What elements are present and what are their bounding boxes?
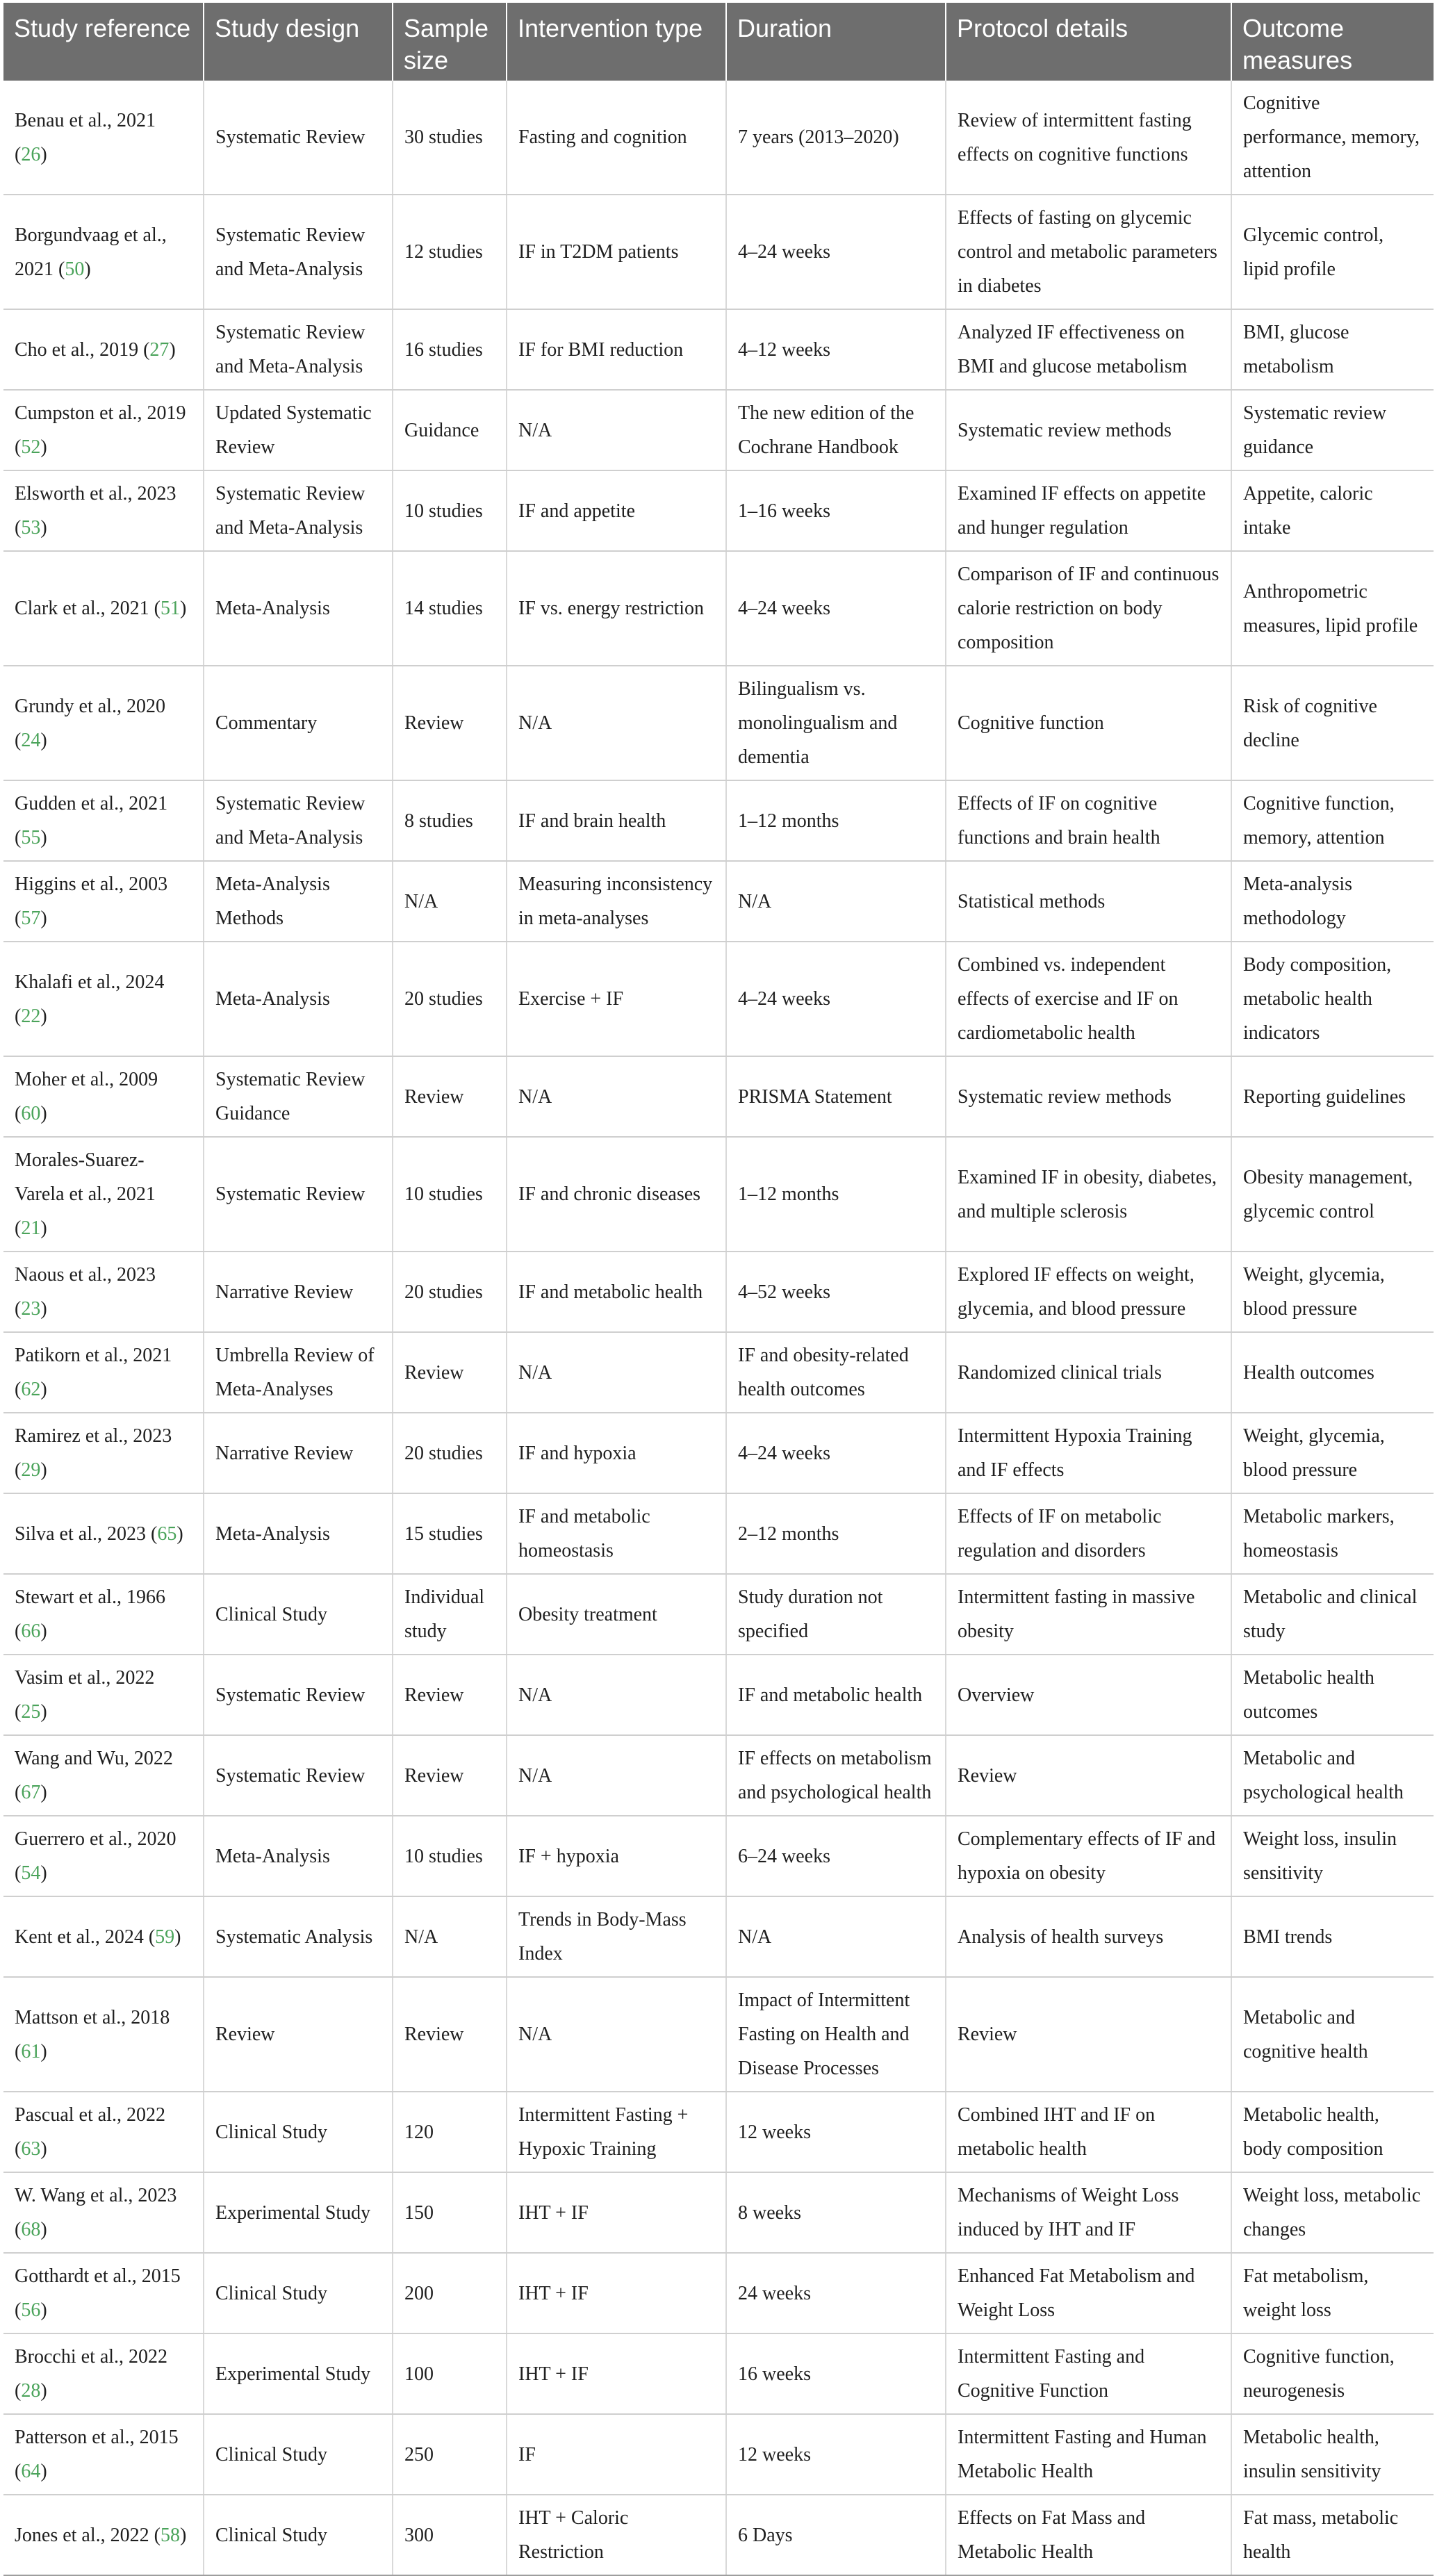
reference-link[interactable]: 56 [21, 2299, 41, 2321]
cell-intervention-type: IF [507, 2414, 726, 2495]
cell-protocol-details: Mechanisms of Weight Loss induced by IHT and IF [946, 2172, 1231, 2253]
reference-link[interactable]: 21 [21, 1217, 41, 1239]
cell-outcome-measures: Weight, glycemia, blood pressure [1231, 1252, 1434, 1332]
cell-sample-size: Review [393, 1735, 507, 1816]
study-name: Jones et al., 2022 [15, 2524, 149, 2546]
table-row [3, 2253, 1434, 2333]
cell-sample-size: 100 [393, 2333, 507, 2414]
cell-protocol-details: Combined vs. independent effects of exercise and IF on cardiometabolic health [946, 942, 1231, 1056]
table-row [3, 942, 1434, 1056]
cell-protocol-details: Effects of IF on cognitive functions and brain health [946, 780, 1231, 861]
table-row [3, 1137, 1434, 1252]
study-name: Brocchi et al., 2022 [15, 2346, 168, 2368]
cell-protocol-details: Intermittent Fasting and Human Metabolic Health [946, 2414, 1231, 2495]
cell-study-reference: Cho et al., 2019 (27) [3, 309, 204, 390]
reference-link[interactable]: 63 [21, 2138, 41, 2160]
cell-study-reference: Wang and Wu, 2022 (67) [3, 1735, 204, 1816]
cell-study-design: Meta-Analysis [204, 551, 393, 666]
study-name: Patterson et al., 2015 [15, 2427, 179, 2448]
study-name: W. Wang et al., 2023 [15, 2185, 177, 2206]
cell-sample-size: Review [393, 1655, 507, 1735]
study-name: Gotthardt et al., 2015 [15, 2265, 181, 2287]
cell-sample-size: Review [393, 1977, 507, 2092]
cell-sample-size: 20 studies [393, 1413, 507, 1493]
study-name: Naous et al., 2023 [15, 1264, 156, 1286]
cell-sample-size: 10 studies [393, 1137, 507, 1252]
cell-outcome-measures: Appetite, caloric intake [1231, 470, 1434, 551]
cell-study-design: Updated Systematic Review [204, 390, 393, 470]
cell-study-design: Clinical Study [204, 2495, 393, 2575]
cell-outcome-measures: BMI trends [1231, 1896, 1434, 1977]
cell-intervention-type: IF and metabolic homeostasis [507, 1493, 726, 1574]
cell-duration: 24 weeks [726, 2253, 946, 2333]
cell-duration: 6–24 weeks [726, 1816, 946, 1896]
cell-outcome-measures: Health outcomes [1231, 1332, 1434, 1413]
table-row [3, 81, 1434, 195]
cell-outcome-measures: Anthropometric measures, lipid profile [1231, 551, 1434, 666]
cell-intervention-type: IF vs. energy restriction [507, 551, 726, 666]
cell-study-design: Meta-Analysis [204, 942, 393, 1056]
cell-study-design: Clinical Study [204, 2092, 393, 2172]
reference-link[interactable]: 53 [21, 517, 41, 539]
cell-study-reference: Borgundvaag et al., 2021 (50) [3, 195, 204, 309]
cell-sample-size: Review [393, 666, 507, 780]
cell-duration: 7 years (2013–2020) [726, 81, 946, 195]
reference-link[interactable]: 50 [65, 258, 85, 280]
cell-study-design: Umbrella Review of Meta-Analyses [204, 1332, 393, 1413]
table-row [3, 390, 1434, 470]
reference-link[interactable]: 25 [21, 1701, 41, 1723]
cell-sample-size: 12 studies [393, 195, 507, 309]
cell-sample-size: Review [393, 1056, 507, 1137]
study-name: Clark et al., 2021 [15, 598, 149, 619]
cell-protocol-details: Analysis of health surveys [946, 1896, 1231, 1977]
reference-link[interactable]: 58 [160, 2524, 180, 2546]
table-row [3, 1896, 1434, 1977]
cell-study-design: Commentary [204, 666, 393, 780]
table-row [3, 470, 1434, 551]
table-row [3, 1977, 1434, 2092]
study-name: Kent et al., 2024 [15, 1926, 144, 1948]
study-name: Stewart et al., 1966 [15, 1586, 165, 1608]
study-name: Guerrero et al., 2020 [15, 1828, 176, 1850]
cell-study-design: Systematic Review and Meta-Analysis [204, 780, 393, 861]
table-row [3, 1056, 1434, 1137]
cell-duration: IF and metabolic health [726, 1655, 946, 1735]
cell-study-reference: Brocchi et al., 2022 (28) [3, 2333, 204, 2414]
table-row [3, 861, 1434, 942]
table-header [3, 3, 1434, 81]
cell-protocol-details: Statistical methods [946, 861, 1231, 942]
cell-intervention-type: IHT + IF [507, 2172, 726, 2253]
study-name: Benau et al., 2021 [15, 109, 156, 131]
cell-study-reference: Patikorn et al., 2021 (62) [3, 1332, 204, 1413]
cell-study-design: Systematic Review and Meta-Analysis [204, 470, 393, 551]
cell-outcome-measures: Metabolic markers, homeostasis [1231, 1493, 1434, 1574]
cell-study-design: Review [204, 1977, 393, 2092]
reference-link[interactable]: 57 [21, 908, 41, 929]
cell-protocol-details: Intermittent Fasting and Cognitive Function [946, 2333, 1231, 2414]
cell-intervention-type: IF in T2DM patients [507, 195, 726, 309]
cell-study-design: Systematic Review [204, 1655, 393, 1735]
cell-study-reference: Clark et al., 2021 (51) [3, 551, 204, 666]
reference-link[interactable]: 24 [21, 729, 41, 751]
cell-intervention-type: IF and brain health [507, 780, 726, 861]
study-name: Grundy et al., 2020 [15, 695, 165, 717]
cell-intervention-type: IF and appetite [507, 470, 726, 551]
cell-study-reference: Morales-Suarez-Varela et al., 2021 (21) [3, 1137, 204, 1252]
cell-sample-size: N/A [393, 861, 507, 942]
cell-study-reference: Grundy et al., 2020 (24) [3, 666, 204, 780]
cell-sample-size: Guidance [393, 390, 507, 470]
cell-study-design: Meta-Analysis [204, 1493, 393, 1574]
cell-duration: 1–12 months [726, 780, 946, 861]
cell-protocol-details: Systematic review methods [946, 1056, 1231, 1137]
cell-protocol-details: Review [946, 1735, 1231, 1816]
cell-duration: 4–24 weeks [726, 195, 946, 309]
cell-study-design: Systematic Review and Meta-Analysis [204, 195, 393, 309]
cell-study-reference: Benau et al., 2021 (26) [3, 81, 204, 195]
cell-study-design: Clinical Study [204, 1574, 393, 1655]
cell-duration: 16 weeks [726, 2333, 946, 2414]
cell-study-design: Meta-Analysis Methods [204, 861, 393, 942]
cell-study-design: Clinical Study [204, 2414, 393, 2495]
header-protocol-details: Protocol details [946, 3, 1231, 81]
cell-intervention-type: Intermittent Fasting + Hypoxic Training [507, 2092, 726, 2172]
cell-outcome-measures: Cognitive function, neurogenesis [1231, 2333, 1434, 2414]
reference-link[interactable]: 67 [21, 1782, 41, 1803]
table-row [3, 666, 1434, 780]
study-name: Mattson et al., 2018 [15, 2006, 170, 2028]
table-row [3, 1252, 1434, 1332]
cell-sample-size: 10 studies [393, 1816, 507, 1896]
reference-link[interactable]: 64 [21, 2461, 41, 2482]
cell-outcome-measures: BMI, glucose metabolism [1231, 309, 1434, 390]
cell-intervention-type: N/A [507, 1655, 726, 1735]
study-name: Silva et al., 2023 [15, 1523, 146, 1545]
cell-duration: 4–52 weeks [726, 1252, 946, 1332]
table-row [3, 1493, 1434, 1574]
cell-duration: Bilingualism vs. monolingualism and dementia [726, 666, 946, 780]
cell-study-reference: W. Wang et al., 2023 (68) [3, 2172, 204, 2253]
cell-intervention-type: IHT + IF [507, 2333, 726, 2414]
cell-protocol-details: Randomized clinical trials [946, 1332, 1231, 1413]
reference-link[interactable]: 61 [21, 2040, 41, 2062]
study-name: Cho et al., 2019 [15, 338, 139, 361]
cell-study-reference: Mattson et al., 2018 (61) [3, 1977, 204, 2092]
cell-study-reference: Kent et al., 2024 (59) [3, 1896, 204, 1977]
reference-link[interactable]: 23 [21, 1298, 41, 1320]
cell-outcome-measures: Risk of cognitive decline [1231, 666, 1434, 780]
study-name: Moher et al., 2009 [15, 1069, 158, 1090]
cell-study-design: Systematic Review [204, 1137, 393, 1252]
cell-sample-size: 250 [393, 2414, 507, 2495]
cell-intervention-type: IHT + IF [507, 2253, 726, 2333]
cell-study-reference: Higgins et al., 2003 (57) [3, 861, 204, 942]
table-row [3, 1574, 1434, 1655]
cell-study-reference: Elsworth et al., 2023 (53) [3, 470, 204, 551]
cell-sample-size: N/A [393, 1896, 507, 1977]
studies-table [3, 3, 1434, 2576]
cell-study-reference: Patterson et al., 2015 (64) [3, 2414, 204, 2495]
study-name: Gudden et al., 2021 [15, 793, 168, 814]
cell-intervention-type: IF and chronic diseases [507, 1137, 726, 1252]
cell-outcome-measures: Metabolic and clinical study [1231, 1574, 1434, 1655]
cell-study-reference: Cumpston et al., 2019 (52) [3, 390, 204, 470]
reference-link[interactable]: 22 [21, 1005, 41, 1027]
header-intervention-type: Intervention type [507, 3, 726, 81]
cell-intervention-type: IF and hypoxia [507, 1413, 726, 1493]
cell-protocol-details: Analyzed IF effectiveness on BMI and glucose metabolism [946, 309, 1231, 390]
reference-link[interactable]: 68 [21, 2219, 41, 2240]
header-study-reference: Study reference [3, 3, 204, 81]
cell-duration: The new edition of the Cochrane Handbook [726, 390, 946, 470]
cell-sample-size: 20 studies [393, 1252, 507, 1332]
cell-protocol-details: Intermittent Hypoxia Training and IF effects [946, 1413, 1231, 1493]
cell-study-reference: Silva et al., 2023 (65) [3, 1493, 204, 1574]
cell-protocol-details: Cognitive function [946, 666, 1231, 780]
cell-duration: 4–24 weeks [726, 942, 946, 1056]
cell-sample-size: 150 [393, 2172, 507, 2253]
cell-intervention-type: IF + hypoxia [507, 1816, 726, 1896]
study-name: Wang and Wu, 2022 [15, 1748, 173, 1769]
cell-intervention-type: Obesity treatment [507, 1574, 726, 1655]
cell-protocol-details: Review of intermittent fasting effects on cognitive functions [946, 81, 1231, 195]
cell-intervention-type: IF and metabolic health [507, 1252, 726, 1332]
reference-link[interactable]: 60 [21, 1103, 41, 1124]
cell-sample-size: 30 studies [393, 81, 507, 195]
cell-duration: PRISMA Statement [726, 1056, 946, 1137]
cell-study-reference: Naous et al., 2023 (23) [3, 1252, 204, 1332]
cell-intervention-type: Trends in Body-Mass Index [507, 1896, 726, 1977]
cell-study-reference: Ramirez et al., 2023 (29) [3, 1413, 204, 1493]
cell-outcome-measures: Obesity management, glycemic control [1231, 1137, 1434, 1252]
study-name: Higgins et al., 2003 [15, 873, 168, 895]
header-sample-size: Sample size [393, 3, 507, 81]
cell-duration: 12 weeks [726, 2414, 946, 2495]
cell-study-design: Experimental Study [204, 2333, 393, 2414]
cell-outcome-measures: Glycemic control, lipid profile [1231, 195, 1434, 309]
cell-protocol-details: Enhanced Fat Metabolism and Weight Loss [946, 2253, 1231, 2333]
cell-outcome-measures: Systematic review guidance [1231, 390, 1434, 470]
reference-link[interactable]: 65 [157, 1523, 177, 1545]
cell-sample-size: 16 studies [393, 309, 507, 390]
table-row [3, 1816, 1434, 1896]
reference-link[interactable]: 29 [21, 1459, 41, 1481]
cell-duration: Impact of Intermittent Fasting on Health and Disease Processes [726, 1977, 946, 2092]
cell-intervention-type: Exercise + IF [507, 942, 726, 1056]
study-name: Vasim et al., 2022 [15, 1667, 155, 1689]
study-name: Cumpston et al., 2019 [15, 402, 186, 424]
cell-duration: 1–12 months [726, 1137, 946, 1252]
cell-duration: 4–24 weeks [726, 1413, 946, 1493]
cell-duration: N/A [726, 1896, 946, 1977]
study-name: Borgundvaag et al., 2021 [15, 224, 167, 280]
cell-outcome-measures: Metabolic health outcomes [1231, 1655, 1434, 1735]
cell-intervention-type: N/A [507, 666, 726, 780]
study-name: Patikorn et al., 2021 [15, 1345, 172, 1366]
cell-intervention-type: N/A [507, 1977, 726, 2092]
study-name: Morales-Suarez-Varela et al., 2021 [15, 1149, 156, 1205]
reference-link[interactable]: 52 [21, 436, 41, 458]
cell-outcome-measures: Fat metabolism, weight loss [1231, 2253, 1434, 2333]
table-row [3, 2333, 1434, 2414]
cell-intervention-type: IHT + Caloric Restriction [507, 2495, 726, 2575]
cell-duration: 4–24 weeks [726, 551, 946, 666]
cell-protocol-details: Complementary effects of IF and hypoxia on obesity [946, 1816, 1231, 1896]
cell-study-design: Narrative Review [204, 1252, 393, 1332]
cell-outcome-measures: Metabolic and cognitive health [1231, 1977, 1434, 2092]
cell-intervention-type: N/A [507, 1735, 726, 1816]
cell-study-reference: Guerrero et al., 2020 (54) [3, 1816, 204, 1896]
table-row [3, 2495, 1434, 2575]
cell-outcome-measures: Fat mass, metabolic health [1231, 2495, 1434, 2575]
cell-outcome-measures: Metabolic health, insulin sensitivity [1231, 2414, 1434, 2495]
reference-link[interactable]: 66 [21, 1621, 41, 1642]
cell-study-design: Systematic Review [204, 81, 393, 195]
reference-link[interactable]: 62 [21, 1379, 41, 1400]
table-row [3, 1735, 1434, 1816]
cell-outcome-measures: Metabolic and psychological health [1231, 1735, 1434, 1816]
cell-study-reference: Moher et al., 2009 (60) [3, 1056, 204, 1137]
table-row [3, 551, 1434, 666]
cell-outcome-measures: Reporting guidelines [1231, 1056, 1434, 1137]
table-row [3, 1655, 1434, 1735]
reference-link[interactable]: 54 [21, 1862, 41, 1884]
cell-duration: IF and obesity-related health outcomes [726, 1332, 946, 1413]
cell-study-reference: Vasim et al., 2022 (25) [3, 1655, 204, 1735]
cell-study-reference: Pascual et al., 2022 (63) [3, 2092, 204, 2172]
cell-sample-size: 8 studies [393, 780, 507, 861]
study-name: Khalafi et al., 2024 [15, 971, 165, 993]
table-row [3, 1332, 1434, 1413]
cell-study-design: Systematic Review [204, 1735, 393, 1816]
cell-study-reference: Jones et al., 2022 (58) [3, 2495, 204, 2575]
cell-study-design: Systematic Analysis [204, 1896, 393, 1977]
cell-duration: 12 weeks [726, 2092, 946, 2172]
table-row [3, 195, 1434, 309]
cell-sample-size: 15 studies [393, 1493, 507, 1574]
cell-outcome-measures: Body composition, metabolic health indicators [1231, 942, 1434, 1056]
cell-intervention-type: Fasting and cognition [507, 81, 726, 195]
cell-protocol-details: Comparison of IF and continuous calorie restriction on body composition [946, 551, 1231, 666]
cell-outcome-measures: Weight loss, insulin sensitivity [1231, 1816, 1434, 1896]
header-study-design: Study design [204, 3, 393, 81]
cell-duration: 2–12 months [726, 1493, 946, 1574]
table-row [3, 1413, 1434, 1493]
cell-study-reference: Gotthardt et al., 2015 (56) [3, 2253, 204, 2333]
cell-outcome-measures: Weight loss, metabolic changes [1231, 2172, 1434, 2253]
cell-sample-size: 10 studies [393, 470, 507, 551]
cell-protocol-details: Overview [946, 1655, 1231, 1735]
cell-intervention-type: N/A [507, 1332, 726, 1413]
cell-protocol-details: Examined IF effects on appetite and hunger regulation [946, 470, 1231, 551]
cell-study-design: Systematic Review Guidance [204, 1056, 393, 1137]
cell-protocol-details: Combined IHT and IF on metabolic health [946, 2092, 1231, 2172]
reference-link[interactable]: 28 [21, 2380, 41, 2402]
cell-duration: Study duration not specified [726, 1574, 946, 1655]
cell-outcome-measures: Weight, glycemia, blood pressure [1231, 1413, 1434, 1493]
cell-outcome-measures: Metabolic health, body composition [1231, 2092, 1434, 2172]
cell-protocol-details: Systematic review methods [946, 390, 1231, 470]
header-row [3, 3, 1434, 81]
cell-sample-size: 300 [393, 2495, 507, 2575]
table-row [3, 309, 1434, 390]
table-body [3, 81, 1434, 2575]
cell-study-reference: Khalafi et al., 2024 (22) [3, 942, 204, 1056]
table-row [3, 780, 1434, 861]
cell-sample-size: 120 [393, 2092, 507, 2172]
cell-study-design: Experimental Study [204, 2172, 393, 2253]
cell-protocol-details: Effects on Fat Mass and Metabolic Health [946, 2495, 1231, 2575]
cell-intervention-type: N/A [507, 1056, 726, 1137]
cell-duration: 8 weeks [726, 2172, 946, 2253]
cell-sample-size: 14 studies [393, 551, 507, 666]
table-row [3, 2092, 1434, 2172]
reference-link[interactable]: 27 [149, 338, 170, 361]
study-name: Ramirez et al., 2023 [15, 1425, 172, 1447]
cell-duration: N/A [726, 861, 946, 942]
cell-duration: 1–16 weeks [726, 470, 946, 551]
reference-link[interactable]: 51 [160, 598, 180, 619]
cell-study-design: Clinical Study [204, 2253, 393, 2333]
study-name: Pascual et al., 2022 [15, 2104, 165, 2126]
cell-sample-size: 20 studies [393, 942, 507, 1056]
cell-protocol-details: Intermittent fasting in massive obesity [946, 1574, 1231, 1655]
table-row [3, 2172, 1434, 2253]
cell-study-design: Meta-Analysis [204, 1816, 393, 1896]
cell-outcome-measures: Cognitive performance, memory, attention [1231, 81, 1434, 195]
cell-protocol-details: Explored IF effects on weight, glycemia, and blood pressure [946, 1252, 1231, 1332]
cell-intervention-type: IF for BMI reduction [507, 309, 726, 390]
cell-intervention-type: N/A [507, 390, 726, 470]
table-row [3, 2414, 1434, 2495]
reference-link[interactable]: 55 [21, 827, 41, 848]
reference-link[interactable]: 26 [21, 143, 41, 165]
cell-study-reference: Gudden et al., 2021 (55) [3, 780, 204, 861]
cell-sample-size: 200 [393, 2253, 507, 2333]
cell-protocol-details: Effects of fasting on glycemic control and metabolic parameters in diabetes [946, 195, 1231, 309]
cell-protocol-details: Examined IF in obesity, diabetes, and multiple sclerosis [946, 1137, 1231, 1252]
cell-study-reference: Stewart et al., 1966 (66) [3, 1574, 204, 1655]
cell-sample-size: Review [393, 1332, 507, 1413]
cell-intervention-type: Measuring inconsistency in meta-analyses [507, 861, 726, 942]
study-name: Elsworth et al., 2023 [15, 483, 176, 504]
cell-outcome-measures: Cognitive function, memory, attention [1231, 780, 1434, 861]
reference-link[interactable]: 59 [155, 1926, 175, 1948]
cell-duration: 6 Days [726, 2495, 946, 2575]
cell-duration: IF effects on metabolism and psychological health [726, 1735, 946, 1816]
cell-study-design: Narrative Review [204, 1413, 393, 1493]
cell-outcome-measures: Meta-analysis methodology [1231, 861, 1434, 942]
cell-duration: 4–12 weeks [726, 309, 946, 390]
cell-sample-size: Individual study [393, 1574, 507, 1655]
cell-protocol-details: Review [946, 1977, 1231, 2092]
header-outcome-measures: Outcome measures [1231, 3, 1434, 81]
header-duration: Duration [726, 3, 946, 81]
cell-protocol-details: Effects of IF on metabolic regulation and disorders [946, 1493, 1231, 1574]
cell-study-design: Systematic Review and Meta-Analysis [204, 309, 393, 390]
